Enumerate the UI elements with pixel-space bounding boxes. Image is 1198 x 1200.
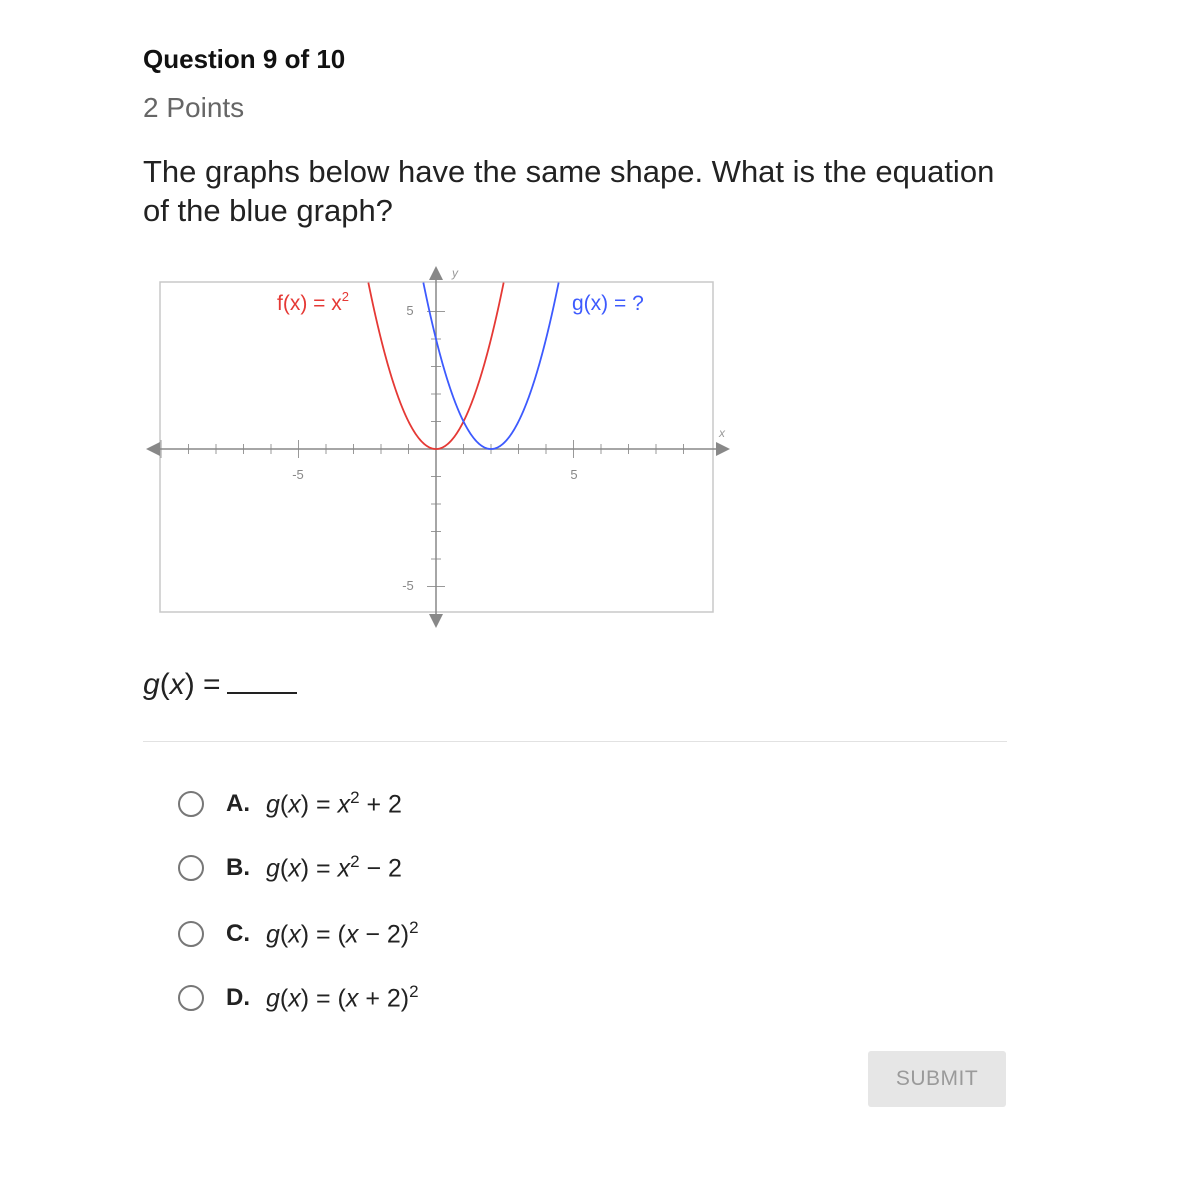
option-b-var2: x: [337, 854, 351, 883]
option-a-var: x: [288, 790, 301, 819]
option-d-post: + 2): [358, 984, 410, 1013]
y-axis-arrow-down: [429, 614, 443, 628]
answer-prompt: g(x) =: [143, 668, 297, 702]
option-b[interactable]: [178, 848, 402, 888]
divider: [143, 741, 1007, 742]
radio-b[interactable]: [178, 855, 204, 881]
option-a-var2: x: [337, 790, 351, 819]
x-axis-arrow-right: [716, 442, 730, 456]
option-c-var: x: [288, 920, 301, 949]
x-axis-arrow-left: [146, 442, 160, 456]
x-tick-label-pos: 5: [570, 467, 578, 482]
question-text: The graphs below have the same shape. What is the equation of the blue graph?: [143, 154, 995, 228]
graph: [140, 260, 740, 640]
option-a-sup: 2: [350, 788, 360, 808]
option-letter-b: B.: [226, 854, 250, 881]
answer-x: x: [169, 668, 185, 701]
option-letter-a: A.: [226, 790, 250, 817]
radio-c[interactable]: [178, 921, 204, 947]
option-letter-d: D.: [226, 984, 250, 1011]
option-letter-c: C.: [226, 920, 250, 947]
answer-blank: [227, 668, 297, 694]
option-c-g: g: [266, 920, 280, 949]
question-number: Question 9 of 10: [143, 44, 346, 74]
y-axis-arrow-up: [429, 266, 443, 280]
option-d-sup: 2: [409, 982, 419, 1002]
option-d-mid: ) = (: [300, 984, 346, 1013]
f-label-name: f(x) = x: [277, 292, 342, 315]
option-a-g: g: [266, 790, 280, 819]
option-b-var: x: [288, 854, 301, 883]
f-label: [277, 289, 349, 315]
option-text-c: $g(x) = (x - 2)^2$: [266, 918, 419, 949]
submit-button[interactable]: SUBMIT: [868, 1051, 1006, 1107]
y-axis-label: y: [452, 266, 458, 280]
g-label: g(x) = ?: [572, 292, 644, 315]
option-d[interactable]: [178, 978, 419, 1018]
f-label-exponent: 2: [341, 289, 349, 304]
option-a[interactable]: [178, 784, 402, 824]
option-c[interactable]: [178, 914, 419, 954]
option-b-post: − 2: [359, 854, 402, 883]
option-text-d: $g(x) = (x + 2)^2$: [266, 982, 419, 1013]
option-a-mid: ) =: [300, 790, 338, 819]
answer-rest: ) =: [184, 668, 221, 701]
option-b-sup: 2: [350, 852, 360, 872]
option-d-var: x: [288, 984, 301, 1013]
option-b-mid: ) =: [300, 854, 338, 883]
option-c-post: − 2): [358, 920, 410, 949]
option-d-g: g: [266, 984, 280, 1013]
radio-d[interactable]: [178, 985, 204, 1011]
option-c-var2: x: [345, 920, 359, 949]
y-tick-label-neg: -5: [402, 578, 414, 593]
option-a-post: + 2: [359, 790, 402, 819]
option-c-sup: 2: [409, 918, 419, 938]
question-points: 2 Points: [143, 92, 245, 123]
x-axis-label: x: [719, 426, 725, 440]
option-d-var2: x: [345, 984, 359, 1013]
series-g-line: [423, 283, 558, 449]
option-text-b: $g(x) = x^2 - 2$: [266, 852, 402, 883]
option-c-mid: ) = (: [300, 920, 346, 949]
y-tick-label-pos: 5: [406, 303, 414, 318]
option-text-a: $g(x) = x^2 + 2$: [266, 788, 402, 819]
radio-a[interactable]: [178, 791, 204, 817]
x-tick-label-neg: -5: [292, 467, 304, 482]
answer-g: g: [143, 668, 160, 701]
option-b-g: g: [266, 854, 280, 883]
